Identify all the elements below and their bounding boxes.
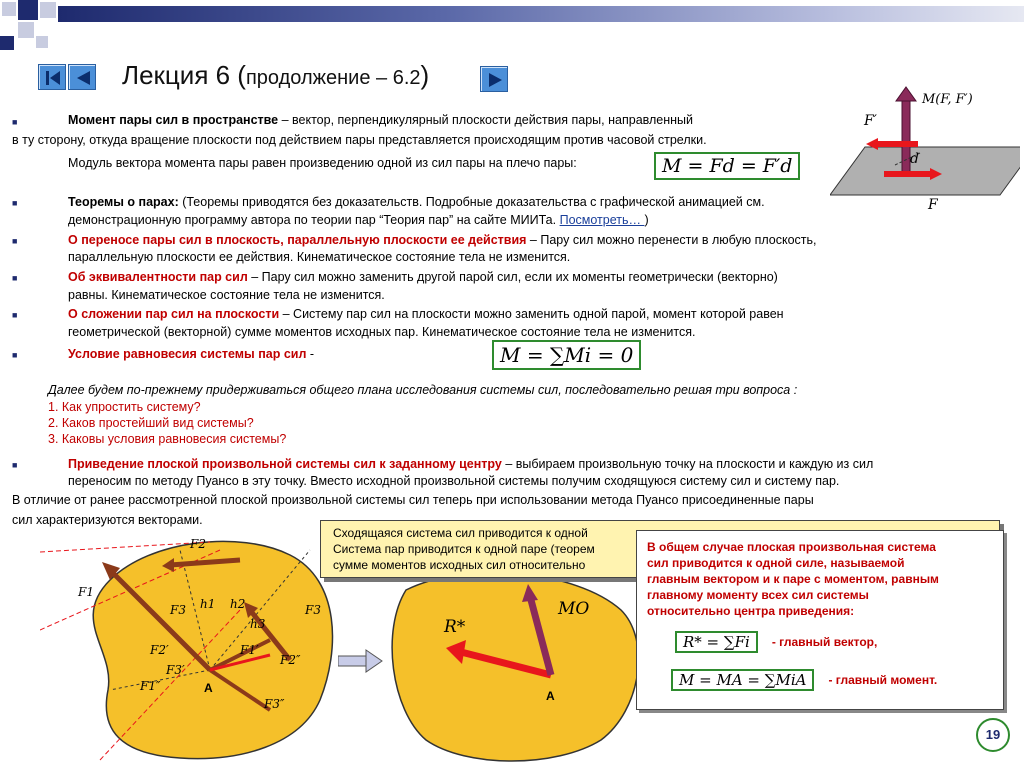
moment-formula: M = Fd = F′d: [654, 152, 800, 180]
p4-text: – Пару сил можно заменить другой парой сил, если их моменты геометрически (векторно): [247, 270, 778, 284]
p4-line2: равны. Кинематическое состояние тела не изменится.: [68, 288, 385, 302]
next-slide-button[interactable]: [480, 66, 508, 92]
transition-arrow-icon: [338, 648, 384, 674]
p7-line1: [68, 456, 873, 473]
p2-heading: Теоремы о парах:: [68, 195, 179, 209]
h1-label: h1: [200, 597, 216, 611]
plan-intro: Далее будем по-прежнему придерживаться общего плана исследования системы сил, последовательно решая три вопроса :: [48, 383, 798, 397]
summary-line: главным вектором и к паре с моментом, равным: [647, 572, 939, 586]
bullet-icon: ■: [12, 236, 18, 246]
f3p-label: F3′: [166, 663, 185, 677]
main-moment-row: [671, 669, 937, 691]
point-a-label: A: [204, 681, 213, 695]
decor-square: [40, 2, 56, 18]
p7-line2: переносим по методу Пуансо в эту точку. Вместо исходной произвольной системы получим сходящуюся систему сил и систему пар.: [68, 474, 840, 488]
p6-heading: Условие равновесия системы пар сил: [68, 347, 307, 361]
p1-text: – вектор, перпендикулярный плоскости действия пары, направленный: [278, 113, 694, 127]
h2-label: h2: [230, 597, 246, 611]
summary-box: [636, 530, 1004, 710]
p7-text: – выбираем произвольную точку на плоскости и каждую из сил: [501, 457, 874, 471]
force-f-arrow: [884, 171, 930, 177]
f3-right-label: F3: [305, 603, 321, 617]
p2-text2: демонстрационную программу автора по теории пар “Теория пар” на сайте МИИТа.: [68, 213, 560, 227]
bullet-icon: ■: [12, 460, 18, 470]
moment-arrowhead: [896, 87, 916, 101]
p2-text: (Теоремы приводятся без доказательств. Подробные доказательства с графической анимацией см.: [178, 195, 765, 209]
main-vector-row: [675, 631, 877, 653]
decor-square: [0, 36, 14, 50]
first-slide-icon: [39, 65, 67, 91]
f3-label: F3: [170, 603, 186, 617]
main-moment-formula: M = MA = ∑MiA: [671, 669, 814, 691]
header-bar: [58, 6, 1024, 22]
plan-q3: 3. Каковы условия равновесия системы?: [48, 432, 287, 446]
note-line: сумме моментов исходных сил относительно: [333, 558, 586, 572]
mo-label: MO: [558, 599, 590, 619]
next-slide-icon: [481, 67, 509, 93]
rigid-body: [93, 541, 332, 758]
r-star-label: R*: [444, 617, 466, 637]
view-link[interactable]: Посмотреть…: [559, 213, 645, 227]
main-moment-caption: - главный момент.: [828, 673, 938, 687]
previous-slide-icon: [69, 65, 97, 91]
f1pp-label: F1″: [140, 679, 161, 693]
p1-line2: в ту сторону, откуда вращение плоскости под действием пары представляется происходящим против часовой стрелки.: [12, 133, 707, 147]
f1-label: F1: [78, 585, 94, 599]
summary-line: главному моменту всех сил системы: [647, 588, 869, 602]
moment-label: M(F, F′): [922, 92, 973, 107]
arm-label: d: [910, 151, 919, 167]
f1p-label: F1′: [240, 643, 259, 657]
bullet-icon: ■: [12, 117, 18, 127]
f3pp-label: F3″: [264, 697, 285, 711]
summary-line: В общем случае плоская произвольная система: [647, 540, 936, 554]
h3-label: h3: [250, 617, 266, 631]
decor-square: [18, 0, 38, 20]
p5-line2: геометрической (векторной) сумме моментов исходных пар. Кинематическое состояние тела не изменится.: [68, 325, 696, 339]
bullet-icon: ■: [12, 273, 18, 283]
title-main: Лекция 6 (: [122, 60, 246, 90]
p7-line4: сил характеризуются векторами.: [12, 513, 203, 527]
p3-line2: параллельную плоскости ее действия. Кинематическое состояние тела не изменится.: [68, 250, 571, 264]
p7-line3: В отличие от ранее рассмотренной плоской произвольной системы сил теперь при использовании метода Пуансо присоединенные пары: [12, 493, 814, 507]
summary-line: сил приводится к одной силе, называемой: [647, 556, 905, 570]
title-end: ): [420, 60, 430, 90]
p3-heading: О переносе пары сил в плоскость, параллельную плоскости ее действия: [68, 233, 527, 247]
bullet-icon: ■: [12, 350, 18, 360]
plan-q1: 1. Как упростить систему?: [48, 400, 201, 414]
p1-heading: Момент пары сил в пространстве: [68, 113, 279, 127]
previous-slide-button[interactable]: [68, 64, 96, 90]
p7-heading: Приведение плоской произвольной системы сил к заданному центру: [68, 457, 502, 471]
p2-line2: [68, 212, 649, 229]
plan-q2: 2. Каков простейший вид системы?: [48, 416, 254, 430]
moment-vector: [902, 97, 910, 175]
decor-square: [36, 36, 48, 48]
summary-line: относительно центра приведения:: [647, 604, 855, 618]
slide-title: [122, 60, 429, 91]
p6-dash: -: [306, 347, 315, 361]
page-number: 19: [976, 718, 1010, 752]
note-line: Сходящаяся система сил приводится к одной: [333, 526, 588, 540]
main-vector-formula: R* = ∑Fi: [675, 631, 758, 653]
note-line: Система пар приводится к одной паре (теорем: [333, 542, 595, 556]
body-forces-diagram: [40, 530, 340, 768]
first-slide-button[interactable]: [38, 64, 66, 90]
f2-label: F2: [190, 537, 206, 551]
f2pp-label: F2″: [280, 653, 301, 667]
reduced-system-diagram: [386, 560, 646, 768]
force-fprime-arrow: [878, 141, 918, 147]
p5-text: – Систему пар сил на плоскости можно заменить одной парой, момент которой равен: [279, 307, 784, 321]
f-label: F: [928, 197, 938, 213]
p3-text: – Пару сил можно перенести в любую плоскость,: [526, 233, 817, 247]
fprime-label: F′: [864, 113, 877, 129]
bullet-icon: ■: [12, 198, 18, 208]
p2-end: ): [644, 213, 649, 227]
f2p-label: F2′: [150, 643, 169, 657]
pair-moment-diagram: [830, 85, 1020, 215]
main-vector-caption: - главный вектор,: [771, 635, 878, 649]
p1-line3: Модуль вектора момента пары равен произведению одной из сил пары на плечо пары:: [68, 156, 577, 170]
p6-line1: [68, 346, 314, 363]
decor-square: [18, 22, 34, 38]
point-a-label-right: A: [546, 689, 555, 703]
p5-heading: О сложении пар сил на плоскости: [68, 307, 280, 321]
p2-line1: [68, 194, 765, 211]
decor-square: [2, 2, 16, 16]
p4-line1: [68, 269, 778, 286]
p1-line1: [68, 112, 693, 129]
equilibrium-formula: M = ∑Mi = 0: [492, 340, 641, 370]
p3-line1: [68, 232, 817, 249]
p4-heading: Об эквивалентности пар сил: [68, 270, 248, 284]
p5-line1: [68, 306, 784, 323]
bullet-icon: ■: [12, 310, 18, 320]
title-sub: продолжение – 6.2: [245, 67, 421, 89]
